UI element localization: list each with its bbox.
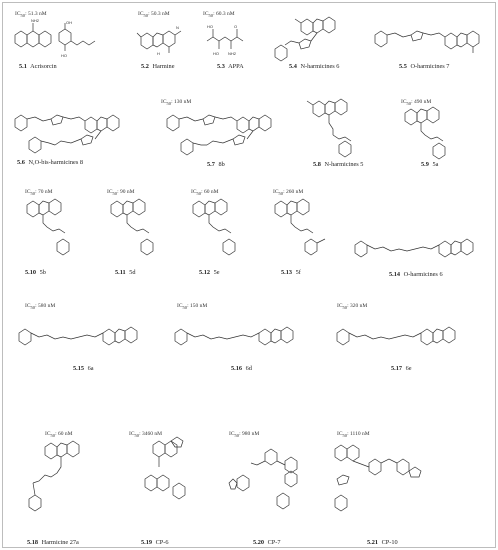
svg-text:HO: HO xyxy=(213,51,219,56)
structure-5-15 xyxy=(15,315,155,363)
caption-5-20: 5.20 CP-7 xyxy=(253,539,281,546)
structure-5-19 xyxy=(127,439,207,533)
caption-5-5: 5.5 O-harmicines 7 xyxy=(399,63,450,70)
caption-5-16: 5.16 6d xyxy=(231,365,252,372)
ic50-label: $IC_{50}$: 260 nM xyxy=(273,189,304,197)
caption-5-8: 5.8 N-harmicines 5 xyxy=(313,161,364,168)
ic50-label: $IC_{50}$: 50.3 nM xyxy=(138,11,170,19)
ic50-label: $IC_{50}$: 150 nM xyxy=(177,303,208,311)
svg-text:HO: HO xyxy=(61,53,67,58)
caption-5-15: 5.15 6a xyxy=(73,365,94,372)
ic50-label: $IC_{50}$: 60 nM xyxy=(45,431,73,439)
structure-5-1 xyxy=(11,19,101,61)
ic50-label: $IC_{50}$: 51.3 nM xyxy=(15,11,47,19)
structure-5-13 xyxy=(265,197,337,267)
svg-text:O: O xyxy=(234,24,238,29)
ic50-label: $IC_{50}$: 1110 nM xyxy=(337,431,370,439)
svg-text:NH2: NH2 xyxy=(31,18,40,23)
caption-5-19: 5.19 CP-6 xyxy=(141,539,169,546)
caption-5-6: 5.6 N,O-bis-harmicines 8 xyxy=(17,159,84,166)
structure-5-17 xyxy=(333,315,473,363)
structure-5-8 xyxy=(303,95,373,157)
structure-5-5 xyxy=(373,13,491,61)
svg-text:H: H xyxy=(157,51,160,56)
ic50-label: $IC_{50}$: 60.3 nM xyxy=(203,11,235,19)
structure-5-7 xyxy=(161,107,291,159)
figure-frame xyxy=(2,2,496,548)
caption-5-13: 5.13 5f xyxy=(281,269,301,276)
caption-5-14: 5.14 O-harmicines 6 xyxy=(389,271,443,278)
structure-5-3 xyxy=(201,19,253,61)
ic50-label: $IC_{50}$: 90 nM xyxy=(107,189,135,197)
caption-5-4: 5.4 N-harmicines 6 xyxy=(289,63,340,70)
structure-5-16 xyxy=(171,315,311,363)
svg-text:N: N xyxy=(176,25,179,30)
caption-5-21: 5.21 CP-10 xyxy=(367,539,398,546)
structure-5-11 xyxy=(101,197,171,267)
caption-5-12: 5.12 5e xyxy=(199,269,220,276)
ic50-label: $IC_{50}$: 3460 nM xyxy=(129,431,162,439)
caption-5-2: 5.2 Harmine xyxy=(141,63,175,70)
structure-5-20 xyxy=(225,439,315,533)
caption-5-17: 5.17 6e xyxy=(391,365,412,372)
structure-5-12 xyxy=(183,197,253,267)
caption-5-3: 5.3 APPA xyxy=(217,63,244,70)
caption-5-7: 5.7 8b xyxy=(207,161,225,168)
ic50-label: $IC_{50}$: 580 nM xyxy=(25,303,56,311)
svg-text:NH2: NH2 xyxy=(228,51,237,56)
structure-5-2 xyxy=(137,19,197,61)
structure-5-9 xyxy=(395,107,465,159)
ic50-label: $IC_{50}$: 490 nM xyxy=(401,99,432,107)
structure-5-14 xyxy=(351,235,491,269)
ic50-label: $IC_{50}$: 60 nM xyxy=(191,189,219,197)
caption-5-1: 5.1 Acrisorcin xyxy=(19,63,57,70)
caption-5-9: 5.9 5a xyxy=(421,161,439,168)
svg-text:HO: HO xyxy=(207,24,213,29)
structure-5-21 xyxy=(325,439,425,533)
svg-text:OH: OH xyxy=(66,20,72,25)
ic50-label: $IC_{50}$: 70 nM xyxy=(25,189,53,197)
ic50-label: $IC_{50}$: 980 nM xyxy=(229,431,260,439)
structure-5-18 xyxy=(19,439,109,533)
ic50-label: $IC_{50}$: 130 nM xyxy=(161,99,192,107)
structure-5-10 xyxy=(17,197,87,267)
caption-5-10: 5.10 5b xyxy=(25,269,46,276)
caption-5-11: 5.11 5d xyxy=(115,269,136,276)
structure-5-6 xyxy=(9,91,139,155)
structure-5-4 xyxy=(271,9,371,61)
caption-5-18: 5.18 Harmicine 27a xyxy=(27,539,79,546)
ic50-label: $IC_{50}$: 320 nM xyxy=(337,303,368,311)
